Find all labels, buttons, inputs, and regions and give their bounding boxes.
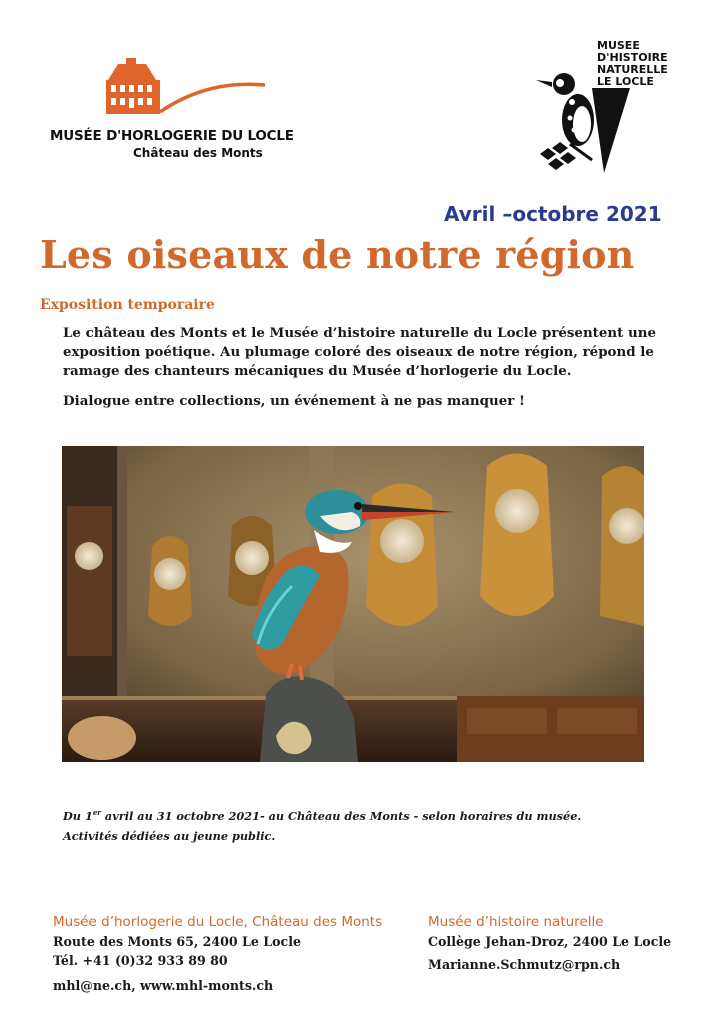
page-subtitle: Exposition temporaire <box>40 297 215 313</box>
youth-activities-note: Activités dédiées au jeune public. <box>63 829 276 843</box>
histoire-logo-line-2: D'HISTOIRE <box>597 51 668 64</box>
exhibition-dates: Du 1er avril au 31 octobre 2021- au Château des Monts - selon horaires du musée. <box>63 808 582 823</box>
kingfisher-clocks-photo <box>62 446 644 762</box>
contact-horlogerie <box>53 912 382 995</box>
histoire-logo-line-3: NATURELLE <box>597 63 668 76</box>
logo-musee-horlogerie <box>50 58 294 168</box>
intro-tagline: Dialogue entre collections, un événement à ne pas manquer ! <box>63 393 525 409</box>
intro-paragraph: Le château des Monts et le Musée d’histoire naturelle du Locle présentent une exposition poétique. Au plumage coloré des oiseaux de notre région, répond le ramage des chanteurs mécaniques du Musée d’horlogerie du Locle. <box>63 325 656 379</box>
contact-histoire-heading: Musée d’histoire naturelle <box>428 914 604 930</box>
contact-histoire-naturelle <box>428 912 671 974</box>
contact-horlogerie-phone: Tél. +41 (0)32 933 89 80 <box>53 953 228 968</box>
contact-horlogerie-email-web[interactable]: mhl@ne.ch, www.mhl-monts.ch <box>53 978 274 993</box>
contact-horlogerie-heading: Musée d’horlogerie du Locle, Château des Monts <box>53 914 383 930</box>
page-title: Les oiseaux de notre région <box>40 232 635 277</box>
horlogerie-logo-name: MUSÉE D'HORLOGERIE DU LOCLE <box>50 128 294 144</box>
exhibition-date-range: Avril –octobre 2021 <box>444 202 662 226</box>
horlogerie-logo-subtitle: Château des Monts <box>133 146 263 160</box>
contact-horlogerie-address: Route des Monts 65, 2400 Le Locle <box>53 934 302 949</box>
contact-histoire-email[interactable]: Marianne.Schmutz@rpn.ch <box>428 957 621 972</box>
contact-histoire-address: Collège Jehan-Droz, 2400 Le Locle <box>428 934 672 949</box>
chateau-logo-icon <box>100 58 270 128</box>
logo-musee-histoire-naturelle <box>530 38 690 178</box>
histoire-logo-line-1: MUSEE <box>597 39 640 52</box>
woodpecker-logo-icon <box>530 68 640 178</box>
histoire-logo-line-4: LE LOCLE <box>597 75 654 88</box>
